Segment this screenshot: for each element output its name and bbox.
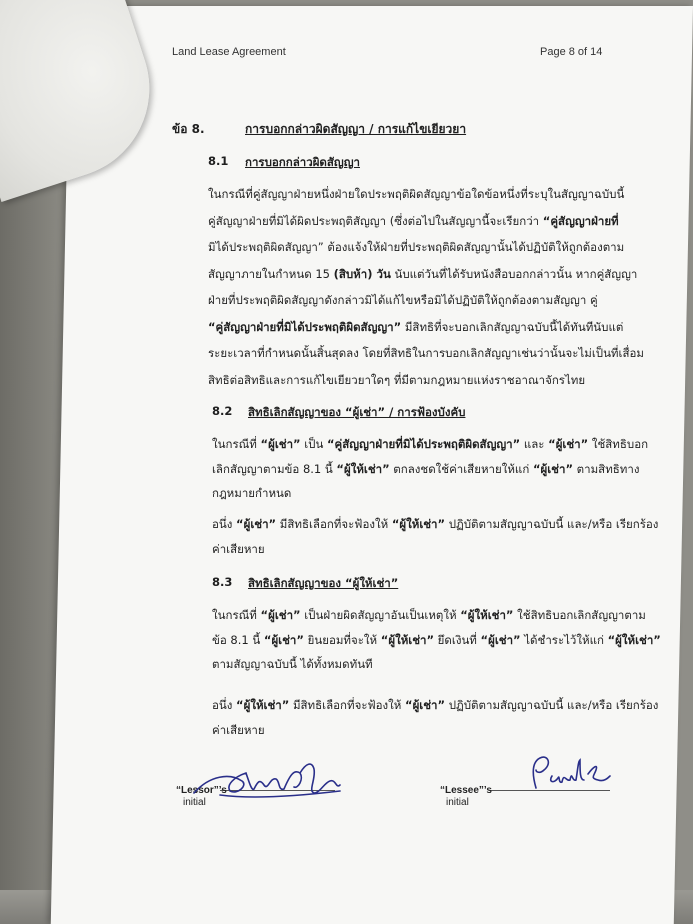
lessor-signature bbox=[190, 755, 350, 805]
text-segment: และ bbox=[520, 437, 549, 451]
text-segment: “ผู้เช่า” bbox=[405, 698, 446, 712]
clause-number: ข้อ 8. bbox=[172, 122, 205, 136]
text-segment: คู่สัญญาฝ่ายที่มิได้ผิดประพฤติสัญญา (ซึ่งต่อไปในสัญญานี้จะเรียกว่า bbox=[208, 213, 543, 228]
paragraph-line bbox=[208, 213, 619, 231]
text-segment: อนึ่ง bbox=[212, 517, 237, 531]
text-segment: “ผู้เช่า” bbox=[263, 632, 304, 647]
lessee-signature bbox=[518, 752, 618, 792]
text-segment: กฎหมายกำหนด bbox=[212, 486, 292, 500]
text-segment: ใช้สิทธิบอก bbox=[588, 437, 649, 451]
text-segment: ตกลงชดใช้ค่าเสียหายให้แก่ bbox=[389, 461, 533, 476]
text-segment: “ผู้ให้เช่า” bbox=[607, 632, 661, 647]
text-segment: “ผู้เช่า” bbox=[532, 461, 574, 476]
text-segment: (สิบห้า) วัน bbox=[333, 266, 391, 281]
text-segment: “ผู้เช่า” bbox=[236, 517, 277, 531]
text-segment: “ผู้ให้เช่า” bbox=[336, 461, 390, 476]
lessor-label: “Lessor”’s bbox=[176, 785, 227, 796]
text-segment: “คู่สัญญาฝ่ายที่ bbox=[542, 213, 619, 228]
section-8-2-title: สิทธิเลิกสัญญาของ “ผู้เช่า” / การฟ้องบังคับ bbox=[248, 405, 466, 419]
text-segment: ยินยอมที่จะให้ bbox=[303, 632, 381, 647]
text-segment: ปฏิบัติตามสัญญาฉบับนี้ และ/หรือ เรียกร้อง bbox=[445, 517, 659, 531]
text-segment: มีสิทธิที่จะบอกเลิกสัญญาฉบับนี้ได้ทันทีนับแต่ bbox=[401, 319, 624, 334]
text-segment: “ผู้เช่า” bbox=[548, 437, 589, 451]
paragraph-line bbox=[212, 722, 265, 740]
paragraph-line bbox=[212, 607, 646, 625]
text-segment: “ผู้ให้เช่า” bbox=[380, 632, 435, 647]
text-segment: ตามสัญญาฉบับนี้ ได้ทั้งหมดทันที bbox=[212, 657, 373, 671]
paragraph-line bbox=[212, 632, 661, 650]
text-segment: อนึ่ง bbox=[212, 698, 237, 712]
text-segment: มีสิทธิเลือกที่จะฟ้องให้ bbox=[276, 517, 392, 531]
paragraph-line bbox=[208, 239, 624, 257]
text-segment: สิทธิต่อสิทธิและการแก้ไขเยียวยาใดๆ ที่มีตามกฎหมายแห่งราชอาณาจักรไทย bbox=[208, 372, 586, 387]
text-segment: “คู่สัญญาฝ่ายที่มิได้ประพฤติผิดสัญญา” bbox=[208, 319, 402, 334]
section-8-1-number: 8.1 bbox=[208, 154, 229, 168]
text-segment: ในกรณีที่ bbox=[212, 608, 261, 622]
text-segment: ปฏิบัติตามสัญญาฉบับนี้ และ/หรือ เรียกร้อง bbox=[445, 698, 659, 712]
text-segment: “ผู้เช่า” bbox=[260, 608, 301, 622]
text-segment: ยึดเงินที่ bbox=[434, 632, 481, 647]
lessee-label: “Lessee”’s bbox=[440, 785, 492, 796]
paragraph-line bbox=[212, 697, 658, 715]
text-segment: มิได้ประพฤติผิดสัญญา” bbox=[208, 240, 324, 254]
section-8-3-number: 8.3 bbox=[212, 575, 233, 589]
text-segment: “ผู้ให้เช่า” bbox=[391, 517, 446, 531]
section-8-1-title: การบอกกล่าวผิดสัญญา bbox=[245, 155, 360, 169]
paragraph-line bbox=[208, 372, 585, 390]
lessor-initial-caption: initial bbox=[183, 797, 206, 808]
paragraph-line bbox=[208, 319, 623, 337]
text-segment: ใช้สิทธิบอกเลิกสัญญาตาม bbox=[513, 608, 646, 622]
section-8-3-title: สิทธิเลิกสัญญาของ “ผู้ให้เช่า” bbox=[248, 576, 399, 590]
text-segment: ได้ชำระไว้ให้แก่ bbox=[520, 632, 608, 647]
header-page-number: Page 8 of 14 bbox=[540, 46, 603, 58]
text-segment: “ผู้ให้เช่า” bbox=[236, 698, 290, 712]
paragraph-line bbox=[212, 541, 265, 559]
paragraph-line bbox=[212, 516, 658, 534]
text-segment: ข้อ 8.1 นี้ bbox=[212, 632, 264, 647]
text-segment: ในกรณีที่ bbox=[212, 437, 261, 451]
paragraph-line bbox=[208, 292, 598, 310]
text-segment: ตามสิทธิทาง bbox=[573, 461, 640, 476]
text-segment: “ผู้เช่า” bbox=[260, 437, 301, 451]
text-segment: เป็น bbox=[300, 437, 327, 451]
paragraph-line bbox=[212, 436, 648, 454]
header-title: Land Lease Agreement bbox=[172, 46, 286, 58]
paragraph-line bbox=[208, 186, 624, 204]
paragraph-line bbox=[212, 461, 639, 479]
text-segment: “ผู้ให้เช่า” bbox=[460, 608, 514, 622]
text-segment: “คู่สัญญาฝ่ายที่มิได้ประพฤติผิดสัญญา” bbox=[327, 437, 521, 451]
text-segment: ในกรณีที่คู่สัญญาฝ่ายหนึ่งฝ่ายใดประพฤติผิดสัญญาข้อใดข้อหนึ่งที่ระบุในสัญญาฉบับนี้ bbox=[208, 187, 625, 201]
text-segment: เป็นฝ่ายผิดสัญญาอันเป็นเหตุให้ bbox=[300, 608, 461, 622]
paragraph-line bbox=[208, 266, 637, 284]
text-segment: นับแต่วันที่ได้รับหนังสือบอกกล่าวนั้น หากคู่สัญญา bbox=[390, 266, 638, 281]
clause-title: การบอกกล่าวผิดสัญญา / การแก้ไขเยียวยา bbox=[245, 122, 467, 136]
text-segment: ต้องแจ้งให้ฝ่ายที่ประพฤติผิดสัญญานั้นได้ปฏิบัติให้ถูกต้องตาม bbox=[323, 240, 625, 254]
section-8-2-number: 8.2 bbox=[212, 404, 233, 418]
text-segment: เลิกสัญญาตามข้อ 8.1 นี้ bbox=[212, 461, 337, 476]
lessee-initial-caption: initial bbox=[446, 797, 469, 808]
text-segment: ระยะเวลาที่กำหนดนั้นสิ้นสุดลง โดยที่สิทธิในการบอกเลิกสัญญาเช่นว่านั้นจะไม่เป็นที่เสื่อม bbox=[208, 346, 644, 360]
text-segment: ค่าเสียหาย bbox=[212, 722, 265, 737]
text-segment: สัญญาภายในกำหนด 15 bbox=[208, 266, 334, 281]
paragraph-line bbox=[212, 485, 291, 503]
text-segment: “ผู้เช่า” bbox=[480, 632, 521, 647]
paragraph-line bbox=[212, 656, 373, 674]
text-segment: ค่าเสียหาย bbox=[212, 541, 265, 556]
text-segment: มีสิทธิเลือกที่จะฟ้องให้ bbox=[289, 698, 406, 712]
text-segment: ฝ่ายที่ประพฤติผิดสัญญาดังกล่าวมิได้แก้ไขหรือมิได้ปฏิบัติให้ถูกต้องตามสัญญา คู่ bbox=[208, 293, 598, 307]
paragraph-line bbox=[208, 345, 644, 363]
